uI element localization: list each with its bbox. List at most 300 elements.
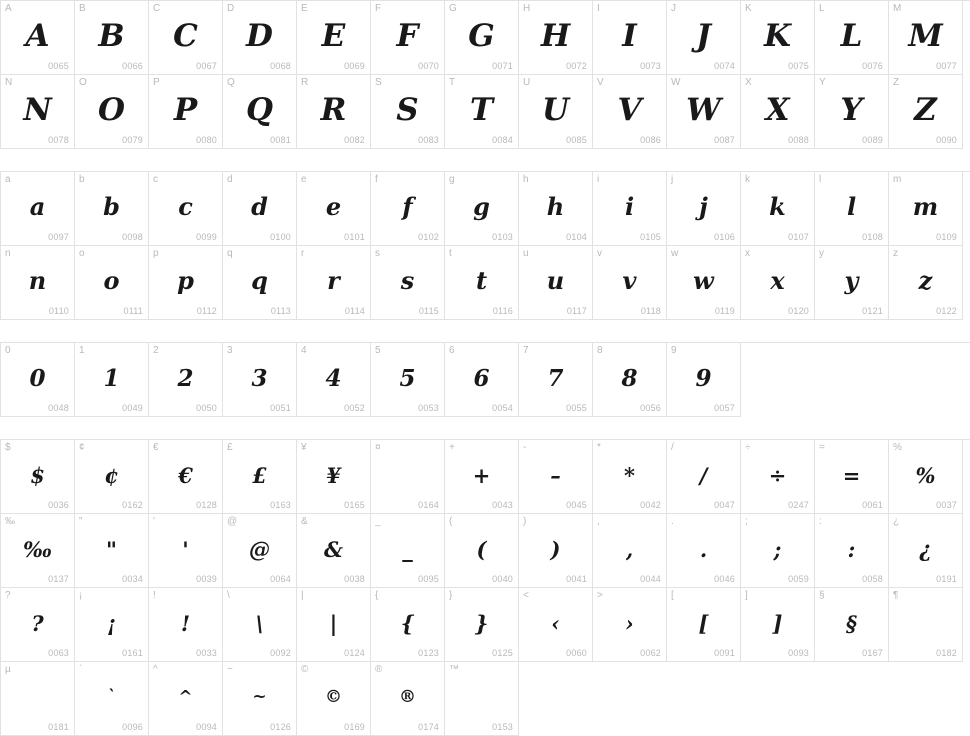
glyph-cell[interactable] xyxy=(445,662,519,736)
glyph-cell[interactable] xyxy=(1,75,75,149)
glyph-code-label: 0080 xyxy=(196,135,217,145)
block-separator xyxy=(0,417,970,439)
glyph-code-label: 0061 xyxy=(862,500,883,510)
glyph-code-label: 0102 xyxy=(418,232,439,242)
glyph-char-label: X xyxy=(745,77,752,88)
glyph-cell[interactable] xyxy=(149,343,223,417)
glyph-code-label: 0086 xyxy=(640,135,661,145)
glyph-char-label: " xyxy=(79,516,83,527)
glyph-cell[interactable] xyxy=(889,588,963,662)
glyph-char-label: l xyxy=(819,174,822,185)
glyph-preview: Y xyxy=(840,91,863,128)
glyph-char-label: | xyxy=(301,590,304,601)
glyph-cell[interactable] xyxy=(297,1,371,75)
glyph-cell[interactable] xyxy=(223,75,297,149)
glyph-preview: q xyxy=(251,266,268,295)
glyph-cell[interactable] xyxy=(149,514,223,588)
glyph-cell[interactable] xyxy=(223,246,297,320)
glyph-cell[interactable] xyxy=(297,246,371,320)
glyph-code-label: 0100 xyxy=(270,232,291,242)
glyph-cell[interactable] xyxy=(371,172,445,246)
glyph-preview: I xyxy=(622,17,637,54)
glyph-code-label: 0084 xyxy=(492,135,513,145)
glyph-cell[interactable] xyxy=(667,514,741,588)
glyph-code-label: 0114 xyxy=(344,306,365,316)
glyph-char-label: N xyxy=(5,77,13,88)
glyph-preview: " xyxy=(106,536,117,562)
glyph-preview: A xyxy=(25,17,50,54)
glyph-cell[interactable] xyxy=(149,440,223,514)
glyph-char-label: _ xyxy=(375,516,381,527)
glyph-cell[interactable] xyxy=(815,246,889,320)
glyph-char-label: { xyxy=(375,590,379,601)
glyph-preview: c xyxy=(178,192,193,221)
glyph-preview: 7 xyxy=(547,364,564,392)
glyph-cell[interactable] xyxy=(371,1,445,75)
glyph-preview: E xyxy=(321,17,346,54)
glyph-cell[interactable] xyxy=(593,514,667,588)
glyph-preview: y xyxy=(844,266,859,295)
glyph-code-label: 0083 xyxy=(418,135,439,145)
glyph-cell[interactable] xyxy=(593,343,667,417)
glyph-code-label: 0071 xyxy=(492,61,513,71)
glyph-cell[interactable] xyxy=(371,588,445,662)
glyph-char-label: Q xyxy=(227,77,235,88)
glyph-cell[interactable] xyxy=(1,172,75,246)
glyph-cell[interactable] xyxy=(75,246,149,320)
glyph-preview: o xyxy=(103,266,120,295)
glyph-preview: T xyxy=(469,91,494,128)
glyph-cell[interactable] xyxy=(1,1,75,75)
glyph-cell[interactable] xyxy=(741,75,815,149)
glyph-preview: j xyxy=(699,192,708,221)
glyph-cell[interactable] xyxy=(371,662,445,736)
glyph-cell[interactable] xyxy=(593,75,667,149)
glyph-cell[interactable] xyxy=(223,172,297,246)
glyph-preview: S xyxy=(396,91,419,128)
glyph-char-label: ! xyxy=(153,590,156,601)
glyph-preview: M xyxy=(908,17,943,54)
glyph-cell[interactable] xyxy=(593,172,667,246)
glyph-char-label: ¢ xyxy=(79,442,85,453)
glyph-cell[interactable] xyxy=(371,440,445,514)
glyph-char-label: u xyxy=(523,248,529,259)
glyph-cell[interactable] xyxy=(889,440,963,514)
glyph-cell[interactable] xyxy=(371,75,445,149)
glyph-cell[interactable] xyxy=(223,343,297,417)
glyph-cell[interactable] xyxy=(223,588,297,662)
glyph-cell[interactable] xyxy=(889,246,963,320)
block-separator xyxy=(0,320,970,342)
glyph-char-label: V xyxy=(597,77,604,88)
glyph-code-label: 0057 xyxy=(714,403,735,413)
glyph-cell[interactable] xyxy=(445,172,519,246)
glyph-char-label: g xyxy=(449,174,455,185)
glyph-char-label: P xyxy=(153,77,160,88)
glyph-cell[interactable] xyxy=(815,514,889,588)
glyph-cell[interactable] xyxy=(445,440,519,514)
glyph-preview: s xyxy=(400,266,415,295)
glyph-cell[interactable] xyxy=(1,440,75,514)
glyph-code-label: 0119 xyxy=(714,306,735,316)
glyph-cell[interactable] xyxy=(1,246,75,320)
glyph-cell[interactable] xyxy=(223,662,297,736)
glyph-cell[interactable] xyxy=(297,172,371,246)
glyph-cell[interactable] xyxy=(815,172,889,246)
glyph-code-label: 0137 xyxy=(48,574,69,584)
glyph-char-label: ' xyxy=(153,516,155,527)
glyph-char-label: t xyxy=(449,248,452,259)
glyph-code-label: 0165 xyxy=(344,500,365,510)
glyph-cell[interactable] xyxy=(889,172,963,246)
glyph-char-label: p xyxy=(153,248,159,259)
glyph-code-label: 0059 xyxy=(788,574,809,584)
glyph-char-label: ‰ xyxy=(5,516,15,527)
glyph-preview: $ xyxy=(30,462,45,488)
glyph-cell[interactable] xyxy=(223,440,297,514)
glyph-preview: h xyxy=(546,192,565,221)
glyph-preview: _ xyxy=(402,536,413,562)
glyph-preview: V xyxy=(617,91,642,128)
glyph-code-label: 0069 xyxy=(344,61,365,71)
glyph-code-label: 0109 xyxy=(936,232,957,242)
glyph-code-label: 0050 xyxy=(196,403,217,413)
glyph-code-label: 0053 xyxy=(418,403,439,413)
glyph-code-label: 0081 xyxy=(270,135,291,145)
glyph-char-label: \ xyxy=(227,590,230,601)
glyph-char-label: z xyxy=(893,248,898,259)
glyph-code-label: 0247 xyxy=(788,500,809,510)
glyph-preview: + xyxy=(472,462,491,488)
glyph-code-label: 0117 xyxy=(566,306,587,316)
glyph-preview: & xyxy=(324,536,343,562)
glyph-char-label: U xyxy=(523,77,531,88)
glyph-char-label: y xyxy=(819,248,824,259)
glyph-cell[interactable] xyxy=(75,343,149,417)
glyph-cell[interactable] xyxy=(815,440,889,514)
glyph-char-label: T xyxy=(449,77,456,88)
glyph-char-label: m xyxy=(893,174,902,185)
glyph-code-label: 0072 xyxy=(566,61,587,71)
glyph-code-label: 0067 xyxy=(196,61,217,71)
glyph-char-label: * xyxy=(597,442,601,453)
glyph-char-label: + xyxy=(449,442,455,453)
glyph-preview: ( xyxy=(476,536,487,562)
glyph-code-label: 0181 xyxy=(48,722,69,732)
glyph-code-label: 0065 xyxy=(48,61,69,71)
glyph-code-label: 0162 xyxy=(122,500,143,510)
glyph-cell[interactable] xyxy=(593,440,667,514)
glyph-cell[interactable] xyxy=(667,172,741,246)
glyph-code-label: 0161 xyxy=(122,648,143,658)
block-separator xyxy=(0,149,970,171)
glyph-cell[interactable] xyxy=(741,514,815,588)
glyph-cell[interactable] xyxy=(667,440,741,514)
glyph-preview: } xyxy=(474,610,489,636)
glyph-code-label: 0111 xyxy=(123,306,143,316)
glyph-preview: 6 xyxy=(473,364,490,392)
glyph-cell[interactable] xyxy=(75,588,149,662)
glyph-code-label: 0037 xyxy=(936,500,957,510)
glyph-code-label: 0095 xyxy=(418,574,439,584)
glyph-preview: © xyxy=(325,686,342,707)
glyph-cell[interactable] xyxy=(75,514,149,588)
glyph-char-label: e xyxy=(301,174,307,185)
glyph-cell[interactable] xyxy=(75,440,149,514)
glyph-preview: [ xyxy=(698,610,709,636)
glyph-preview: D xyxy=(246,17,273,54)
glyph-char-label: ) xyxy=(523,516,527,527)
glyph-code-label: 0036 xyxy=(48,500,69,510)
glyph-block-symbols xyxy=(0,439,970,736)
glyph-code-label: 0048 xyxy=(48,403,69,413)
glyph-char-label: 2 xyxy=(153,345,159,356)
glyph-code-label: 0116 xyxy=(492,306,513,316)
glyph-char-label: > xyxy=(597,590,603,601)
glyph-code-label: 0066 xyxy=(122,61,143,71)
glyph-code-label: 0079 xyxy=(122,135,143,145)
glyph-preview: d xyxy=(251,192,268,221)
glyph-cell[interactable] xyxy=(371,514,445,588)
glyph-cell[interactable] xyxy=(75,172,149,246)
glyph-char-label: § xyxy=(819,590,825,601)
glyph-cell[interactable] xyxy=(75,662,149,736)
glyph-cell[interactable] xyxy=(149,246,223,320)
glyph-code-label: 0115 xyxy=(418,306,439,316)
glyph-code-label: 0054 xyxy=(492,403,513,413)
glyph-code-label: 0108 xyxy=(862,232,883,242)
glyph-cell[interactable] xyxy=(445,343,519,417)
glyph-code-label: 0113 xyxy=(270,306,291,316)
glyph-preview: g xyxy=(473,192,490,221)
glyph-preview: 4 xyxy=(325,364,342,392)
glyph-cell[interactable] xyxy=(149,75,223,149)
glyph-cell[interactable] xyxy=(445,246,519,320)
glyph-cell[interactable] xyxy=(297,662,371,736)
glyph-cell[interactable] xyxy=(149,662,223,736)
glyph-code-label: 0089 xyxy=(862,135,883,145)
glyph-preview: 9 xyxy=(695,364,712,392)
glyph-code-label: 0094 xyxy=(196,722,217,732)
glyph-cell[interactable] xyxy=(519,343,593,417)
glyph-cell[interactable] xyxy=(593,1,667,75)
glyph-preview: r xyxy=(327,266,340,295)
glyph-char-label: ` xyxy=(79,664,83,675)
glyph-code-label: 0085 xyxy=(566,135,587,145)
glyph-cell[interactable] xyxy=(297,514,371,588)
glyph-cell[interactable] xyxy=(815,588,889,662)
glyph-cell[interactable] xyxy=(741,246,815,320)
glyph-preview: ] xyxy=(772,610,783,636)
glyph-preview: k xyxy=(769,192,786,221)
glyph-cell[interactable] xyxy=(297,343,371,417)
glyph-char-label: [ xyxy=(671,590,674,601)
glyph-cell[interactable] xyxy=(741,172,815,246)
glyph-char-label: : xyxy=(819,516,822,527)
glyph-cell[interactable] xyxy=(297,588,371,662)
glyph-char-label: s xyxy=(375,248,380,259)
glyph-code-label: 0123 xyxy=(418,648,439,658)
glyph-cell[interactable] xyxy=(519,75,593,149)
glyph-preview: 1 xyxy=(103,364,120,392)
glyph-char-label: ¿ xyxy=(893,516,900,527)
glyph-preview: = xyxy=(842,462,861,488)
glyph-preview: : xyxy=(847,536,856,562)
glyph-code-label: 0122 xyxy=(936,306,957,316)
glyph-code-label: 0090 xyxy=(936,135,957,145)
glyph-cell[interactable] xyxy=(1,514,75,588)
glyph-cell[interactable] xyxy=(815,75,889,149)
glyph-char-label: ¶ xyxy=(893,590,899,601)
glyph-char-label: R xyxy=(301,77,309,88)
glyph-preview: f xyxy=(402,192,413,221)
glyph-cell[interactable] xyxy=(1,662,75,736)
glyph-code-label: 0074 xyxy=(714,61,735,71)
glyph-preview: › xyxy=(625,610,634,636)
glyph-preview: ` xyxy=(107,686,116,707)
glyph-char-label: ] xyxy=(745,590,748,601)
glyph-cell[interactable] xyxy=(75,75,149,149)
glyph-char-label: S xyxy=(375,77,382,88)
glyph-code-label: 0034 xyxy=(122,574,143,584)
glyph-code-label: 0093 xyxy=(788,648,809,658)
glyph-code-label: 0096 xyxy=(122,722,143,732)
glyph-char-label: 1 xyxy=(79,345,85,356)
glyph-cell[interactable] xyxy=(741,588,815,662)
glyph-preview: p xyxy=(177,266,194,295)
glyph-code-label: 0164 xyxy=(418,500,439,510)
glyph-cell[interactable] xyxy=(667,246,741,320)
glyph-cell[interactable] xyxy=(445,75,519,149)
glyph-char-label: i xyxy=(597,174,600,185)
glyph-cell[interactable] xyxy=(667,1,741,75)
glyph-preview: m xyxy=(912,192,939,221)
glyph-char-label: & xyxy=(301,516,308,527)
glyph-code-label: 0174 xyxy=(418,722,439,732)
glyph-cell[interactable] xyxy=(519,1,593,75)
glyph-preview: % xyxy=(915,462,936,488)
glyph-preview: a xyxy=(29,192,46,221)
glyph-preview: C xyxy=(173,17,198,54)
glyph-cell[interactable] xyxy=(889,514,963,588)
glyph-cell[interactable] xyxy=(149,588,223,662)
glyph-cell[interactable] xyxy=(741,1,815,75)
glyph-preview: l xyxy=(846,192,857,221)
glyph-cell[interactable] xyxy=(667,588,741,662)
glyph-cell[interactable] xyxy=(667,75,741,149)
glyph-cell[interactable] xyxy=(445,588,519,662)
glyph-preview: u xyxy=(546,266,565,295)
glyph-code-label: 0040 xyxy=(492,574,513,584)
glyph-cell[interactable] xyxy=(223,514,297,588)
glyph-cell[interactable] xyxy=(519,588,593,662)
glyph-code-label: 0056 xyxy=(640,403,661,413)
glyph-code-label: 0042 xyxy=(640,500,661,510)
glyph-cell[interactable] xyxy=(667,343,741,417)
glyph-char-label: j xyxy=(671,174,674,185)
glyph-code-label: 0120 xyxy=(788,306,809,316)
glyph-cell[interactable] xyxy=(371,343,445,417)
glyph-code-label: 0049 xyxy=(122,403,143,413)
glyph-preview: € xyxy=(178,462,193,488)
glyph-char-label: µ xyxy=(5,664,11,675)
glyph-code-label: 0091 xyxy=(714,648,735,658)
glyph-cell[interactable] xyxy=(741,440,815,514)
glyph-char-label: © xyxy=(301,664,309,675)
glyph-code-label: 0039 xyxy=(196,574,217,584)
glyph-code-label: 0092 xyxy=(270,648,291,658)
glyph-cell[interactable] xyxy=(519,172,593,246)
glyph-cell[interactable] xyxy=(593,246,667,320)
glyph-preview: ¿ xyxy=(919,536,932,562)
glyph-code-label: 0110 xyxy=(48,306,69,316)
glyph-block-lowercase xyxy=(0,171,970,320)
glyph-code-label: 0055 xyxy=(566,403,587,413)
glyph-char-label: ® xyxy=(375,664,383,675)
glyph-char-label: 4 xyxy=(301,345,307,356)
glyph-cell[interactable] xyxy=(297,440,371,514)
glyph-cell[interactable] xyxy=(519,246,593,320)
glyph-code-label: 0105 xyxy=(640,232,661,242)
glyph-char-label: W xyxy=(671,77,681,88)
glyph-preview: x xyxy=(770,266,785,295)
glyph-block-digits xyxy=(0,342,970,417)
glyph-preview: z xyxy=(918,266,933,295)
glyph-preview: Z xyxy=(914,91,937,128)
glyph-code-label: 0068 xyxy=(270,61,291,71)
glyph-code-label: 0075 xyxy=(788,61,809,71)
glyph-code-label: 0124 xyxy=(344,648,365,658)
glyph-cell[interactable] xyxy=(223,1,297,75)
glyph-char-label: < xyxy=(523,590,529,601)
glyph-cell[interactable] xyxy=(149,1,223,75)
glyph-cell[interactable] xyxy=(371,246,445,320)
glyph-cell[interactable] xyxy=(1,588,75,662)
glyph-block-uppercase xyxy=(0,0,970,149)
glyph-code-label: 0103 xyxy=(492,232,513,242)
glyph-cell[interactable] xyxy=(75,1,149,75)
glyph-char-label: £ xyxy=(227,442,233,453)
glyph-preview: i xyxy=(624,192,635,221)
glyph-cell[interactable] xyxy=(889,75,963,149)
glyph-preview: ÷ xyxy=(768,462,787,488)
glyph-cell[interactable] xyxy=(1,343,75,417)
glyph-char-label: € xyxy=(153,442,159,453)
glyph-cell[interactable] xyxy=(519,514,593,588)
glyph-char-label: H xyxy=(523,3,531,14)
glyph-char-label: K xyxy=(745,3,752,14)
glyph-cell[interactable] xyxy=(149,172,223,246)
glyph-char-label: L xyxy=(819,3,825,14)
glyph-preview: { xyxy=(400,610,415,636)
glyph-cell[interactable] xyxy=(593,588,667,662)
glyph-char-label: A xyxy=(5,3,12,14)
glyph-preview: ‹ xyxy=(551,610,560,636)
glyph-cell[interactable] xyxy=(297,75,371,149)
glyph-char-label: 8 xyxy=(597,345,603,356)
glyph-cell[interactable] xyxy=(815,1,889,75)
glyph-preview: ‰ xyxy=(22,536,53,562)
glyph-code-label: 0182 xyxy=(936,648,957,658)
glyph-cell[interactable] xyxy=(519,440,593,514)
glyph-cell[interactable] xyxy=(445,514,519,588)
glyph-preview: \ xyxy=(255,610,264,636)
glyph-code-label: 0082 xyxy=(344,135,365,145)
glyph-code-label: 0087 xyxy=(714,135,735,145)
glyph-cell[interactable] xyxy=(889,1,963,75)
glyph-cell[interactable] xyxy=(445,1,519,75)
glyph-code-label: 0051 xyxy=(270,403,291,413)
